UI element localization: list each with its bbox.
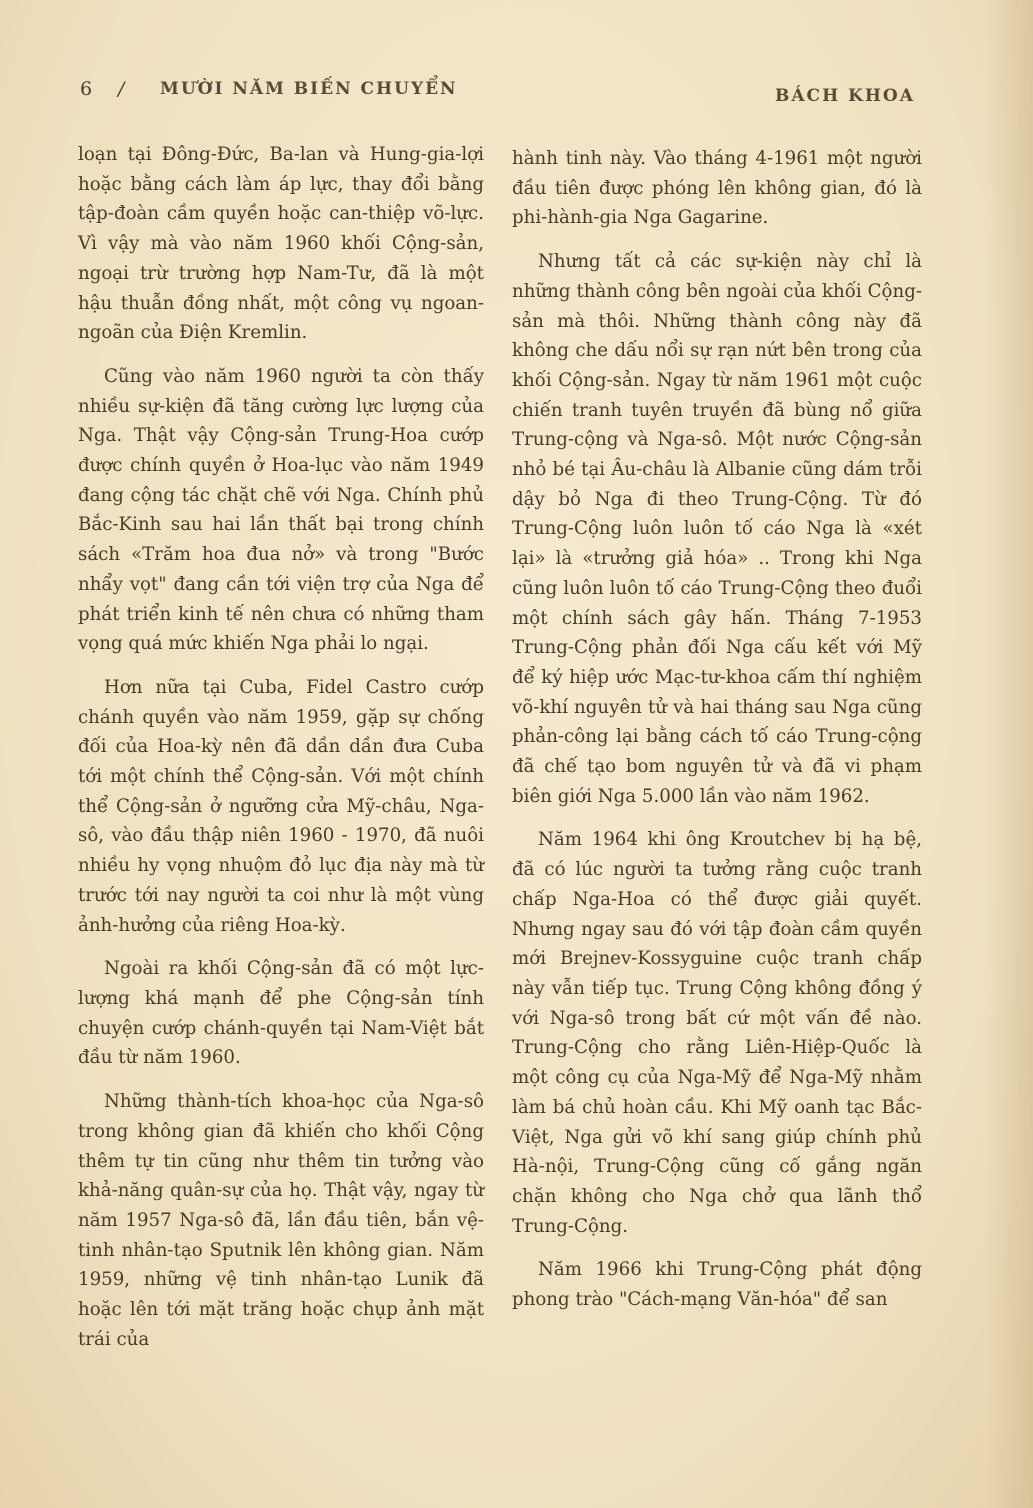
header-separator: / [118,78,125,100]
page-edge-shadow [985,0,1033,1508]
paragraph: Năm 1964 khi ông Kroutchev bị hạ bệ, đã có lúc người ta tưởng rằng cuộc tranh chấp Nga-Hoa có thể được giải quyết. Nhưng ngay sau đó với tập đoàn cầm quyền mới Brejnev-Kossyguine cuộc tranh chấp này vẫn tiếp tục. Trung Cộng không đồng ý với Nga-sô trong bất cứ một vấn đề nào. Trung-Cộng cho rằng Liên-Hiệp-Quốc là một công cụ của Nga-Mỹ để Nga-Mỹ nhằm làm bá chủ hoàn cầu. Khi Mỹ oanh tạc Bắc-Việt, Nga gửi võ khí sang giúp chính phủ Hà-nội, Trung-Cộng cũng cố gắng ngăn chặn không cho Nga chở qua lãnh thổ Trung-Cộng. [512,829,922,1237]
paragraph: Những thành-tích khoa-học của Nga-sô trong không gian đã khiến cho khối Cộng thêm tự tin cũng như thêm tin tưởng vào khả-năng quân-sự của họ. Thật vậy, ngay từ năm 1957 Nga-sô đã, lần đầu tiên, bắn vệ-tinh nhân-tạo Sputnik lên không gian. Năm 1959, những vệ tinh nhân-tạo Lunik đã hoặc lên tới mặt trăng hoặc chụp ảnh mặt trái của [78,1091,484,1350]
left-column [78,140,484,1354]
paragraph: Năm 1966 khi Trung-Cộng phát động phong trào "Cách-mạng Văn-hóa" để san [512,1259,922,1311]
paragraph: Ngoài ra khối Cộng-sản đã có một lực-lượng khá mạnh để phe Cộng-sản tính chuyện cướp chánh-quyền tại Nam-Việt bắt đầu từ năm 1960. [78,958,484,1069]
running-header [0,78,1033,108]
paragraph: hành tinh này. Vào tháng 4-1961 một người đầu tiên được phóng lên không gian, đó là phi-hành-gia Nga Gagarine. [512,148,922,229]
paragraph: Nhưng tất cả các sự-kiện này chỉ là những thành công bên ngoài của khối Cộng-sản mà thôi. Những thành công này đã không che dấu nổi sự rạn nứt bên trong của khối Cộng-sản. Ngay từ năm 1961 một cuộc chiến tranh tuyên truyền đã bùng nổ giữa Trung-cộng và Nga-sô. Một nước Cộng-sản nhỏ bé tại Âu-châu là Albanie cũng dám trỗi dậy bỏ Nga đi theo Trung-Cộng. Từ đó Trung-Cộng luôn luôn tố cáo Nga là «xét lại» là «trưởng giả hóa» .. Trong khi Nga cũng luôn luôn tố cáo Trung-Cộng theo đuổi một chính sách gây hấn. Tháng 7-1953 Trung-Cộng phản đối Nga cấu kết với Mỹ để ký hiệp ước Mạc-tư-khoa cấm thí nghiệm võ-khí nguyên tử và hai tháng sau Nga cũng phản-công lại bằng cách tố cáo Trung-cộng đã chế tạo bom nguyên tử và đã vi phạm biên giới Nga 5.000 lần vào năm 1962. [512,251,922,807]
page-number: 6 [80,78,94,100]
paragraph: loạn tại Đông-Đức, Ba-lan và Hung-gia-lợi hoặc bằng cách làm áp lực, thay đổi bằng tập-đoàn cầm quyền hoặc can-thiệp võ-lực. Vì vậy mà vào năm 1960 khối Cộng-sản, ngoại trừ trường hợp Nam-Tư, đã là một hậu thuẫn đồng nhất, một công vụ ngoan-ngoãn của Điện Kremlin. [78,144,484,344]
right-column [512,144,922,1315]
book-title: MƯỜI NĂM BIẾN CHUYỂN [160,79,458,99]
paragraph: Hơn nữa tại Cuba, Fidel Castro cướp chánh quyền vào năm 1959, gặp sự chống đối của Hoa-kỳ nên đã dần dần đưa Cuba tới một chính thể Cộng-sản. Với một chính thể Cộng-sản ở ngưỡng cửa Mỹ-châu, Nga-sô, vào đầu thập niên 1960 - 1970, đã nuôi nhiều hy vọng nhuộm đỏ lục địa này mà từ trước tới nay người ta coi như là một vùng ảnh-hưởng của riêng Hoa-kỳ. [78,676,484,936]
paragraph: Cũng vào năm 1960 người ta còn thấy nhiều sự-kiện đã tăng cường lực lượng của Nga. Thật vậy Cộng-sản Trung-Hoa cướp được chính quyền ở Hoa-lục vào năm 1949 đang cộng tác chặt chẽ với Nga. Chính phủ Bắc-Kinh sau hai lần thất bại trong chính sách «Trăm hoa đua nở» và trong "Bước nhẩy vọt" đang cần tới viện trợ của Nga để phát triển kinh tế nên chưa có những tham vọng quá mức khiến Nga phải lo ngại. [78,365,484,655]
journal-title: BÁCH KHOA [775,86,915,106]
